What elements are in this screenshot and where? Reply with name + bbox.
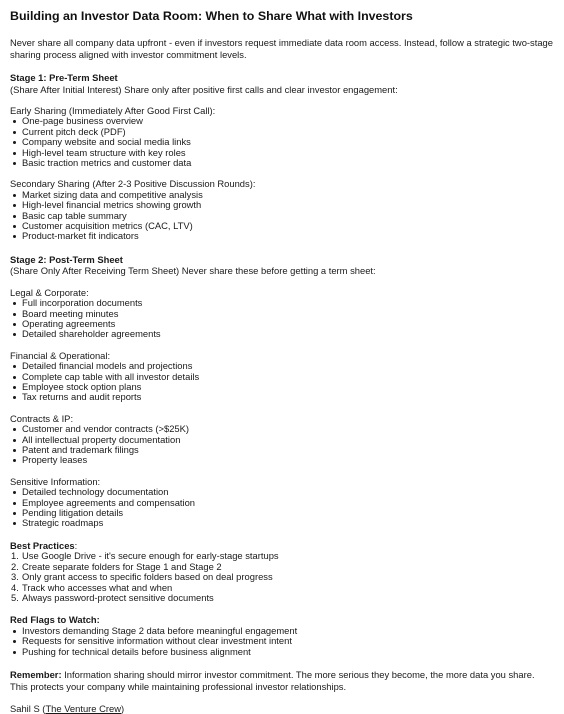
bullet-list xyxy=(10,116,554,168)
early-sharing-group xyxy=(10,106,554,168)
list-item: Current pitch deck (PDF) xyxy=(10,127,554,137)
secondary-sharing-group xyxy=(10,179,554,241)
stage-2-description: (Share Only After Receiving Term Sheet) Never share these before getting a term sheet: xyxy=(10,265,376,277)
list-number: 1. xyxy=(11,550,19,562)
list-item: Customer acquisition metrics (CAC, LTV) xyxy=(10,221,554,231)
group-label: Sensitive Information: xyxy=(10,475,101,487)
list-item: Investors demanding Stage 2 data before meaningful engagement xyxy=(10,626,554,636)
stage-1-title: Stage 1: Pre-Term Sheet xyxy=(10,72,118,84)
list-item-text: Track who accesses what and when xyxy=(22,581,173,593)
financial-operational-group xyxy=(10,351,554,403)
remember-paragraph xyxy=(10,669,554,692)
list-item: High-level financial metrics showing growth xyxy=(10,200,554,210)
venture-crew-link[interactable]: The Venture Crew xyxy=(45,703,121,714)
bullet-list xyxy=(10,487,554,529)
list-item: Strategic roadmaps xyxy=(10,518,554,528)
list-item: Market sizing data and competitive analysis xyxy=(10,190,554,200)
stage-1-description: (Share After Initial Interest) Share only after positive first calls and clear investor engagement: xyxy=(10,83,398,95)
group-label: Contracts & IP: xyxy=(10,412,74,424)
heading-suffix: : xyxy=(74,539,78,551)
sensitive-information-group xyxy=(10,477,554,529)
list-number: 2. xyxy=(11,560,19,572)
list-item: Tax returns and audit reports xyxy=(10,392,554,402)
list-item: High-level team structure with key roles xyxy=(10,148,554,158)
numbered-list xyxy=(10,551,554,603)
list-item: Customer and vendor contracts (>$25K) xyxy=(10,424,554,434)
list-item: Pending litigation details xyxy=(10,508,554,518)
list-item: Company website and social media links xyxy=(10,137,554,147)
signature-close: ) xyxy=(121,703,125,714)
list-item: Property leases xyxy=(10,455,554,465)
list-number: 5. xyxy=(11,592,19,604)
stage-2-section xyxy=(10,254,554,529)
list-item: Patent and trademark filings xyxy=(10,445,554,455)
best-practices-section xyxy=(10,541,554,604)
author-name: Sahil S ( xyxy=(10,703,46,714)
bullet-list xyxy=(10,298,554,340)
list-item: Full incorporation documents xyxy=(10,298,554,308)
list-item-text: Only grant access to specific folders based on deal progress xyxy=(22,571,273,583)
best-practices-heading-text: Best Practices xyxy=(10,539,75,551)
list-item: Product-market fit indicators xyxy=(10,231,554,241)
signature xyxy=(10,703,554,714)
list-item: Operating agreements xyxy=(10,319,554,329)
group-label: Financial & Operational: xyxy=(10,349,111,361)
list-item: Employee stock option plans xyxy=(10,382,554,392)
list-item: Basic cap table summary xyxy=(10,211,554,221)
remember-text: Information sharing should mirror investor commitment. The more serious they become, the more data you share. This protects your company while maintaining professional investor relationships. xyxy=(10,669,535,692)
list-item: One-page business overview xyxy=(10,116,554,126)
group-label: Legal & Corporate: xyxy=(10,286,89,298)
group-label: Secondary Sharing (After 2-3 Positive Discussion Rounds): xyxy=(10,178,256,190)
red-flags-heading-text: Red Flags to Watch: xyxy=(10,614,100,626)
group-label: Early Sharing (Immediately After Good First Call): xyxy=(10,105,216,116)
list-item xyxy=(10,593,554,603)
list-item-text: Always password-protect sensitive documents xyxy=(22,592,214,604)
list-item-text: Create separate folders for Stage 1 and Stage 2 xyxy=(22,560,222,572)
list-item: Detailed financial models and projections xyxy=(10,361,554,371)
list-number: 4. xyxy=(11,581,19,593)
bullet-list xyxy=(10,361,554,403)
list-item: Basic traction metrics and customer data xyxy=(10,158,554,168)
list-item: Requests for sensitive information without clear investment intent xyxy=(10,636,554,646)
bullet-list xyxy=(10,424,554,466)
list-item: Detailed technology documentation xyxy=(10,487,554,497)
list-number: 3. xyxy=(11,571,19,583)
list-item: Complete cap table with all investor details xyxy=(10,372,554,382)
list-item: Detailed shareholder agreements xyxy=(10,329,554,339)
bullet-list xyxy=(10,626,554,657)
page-title: Building an Investor Data Room: When to Share What with Investors xyxy=(10,9,413,23)
list-item: Employee agreements and compensation xyxy=(10,498,554,508)
list-item: Board meeting minutes xyxy=(10,309,554,319)
list-item-text: Use Google Drive - it's secure enough for early-stage startups xyxy=(22,550,279,562)
intro-paragraph: Never share all company data upfront - even if investors request immediate data room access. Instead, follow a strategic two-stage sharing process aligned with investor commitment levels. xyxy=(10,37,553,60)
contracts-ip-group xyxy=(10,414,554,466)
stage-1-section xyxy=(10,72,554,242)
list-item: Pushing for technical details before business alignment xyxy=(10,647,554,657)
red-flags-section xyxy=(10,615,554,657)
stage-2-title: Stage 2: Post-Term Sheet xyxy=(10,253,123,265)
list-item: All intellectual property documentation xyxy=(10,435,554,445)
legal-corporate-group xyxy=(10,288,554,340)
remember-label: Remember: xyxy=(10,669,62,681)
bullet-list xyxy=(10,190,554,242)
